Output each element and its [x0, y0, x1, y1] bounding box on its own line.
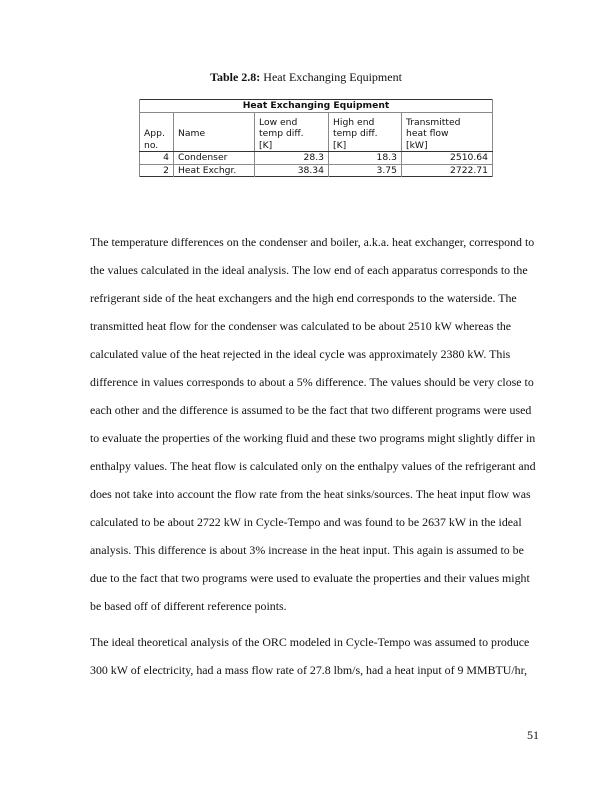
- text-line: each other and the difference is assumed to be the fact that two different programs were used: [90, 403, 532, 417]
- table-caption-label: Table 2.8:: [210, 70, 261, 84]
- cell-high: 3.75: [329, 164, 402, 177]
- text-line: analysis. This difference is about 3% increase in the heat input. This again is assumed to be: [90, 543, 524, 557]
- cell-high: 18.3: [329, 152, 402, 165]
- cell-low: 28.3: [255, 152, 329, 165]
- header-high-end: High end temp diff.: [329, 112, 402, 140]
- text-line: be based off of different reference points.: [90, 599, 287, 613]
- text-line: The ideal theoretical analysis of the ORC modeled in Cycle-Tempo was assumed to produce: [90, 635, 530, 649]
- cell-name: Heat Exchgr.: [174, 164, 255, 177]
- text-line: calculated to be about 2722 kW in Cycle-Tempo and was found to be 2637 kW in the ideal: [90, 515, 522, 529]
- cell-app: 2: [140, 164, 174, 177]
- page-number: 51: [527, 728, 539, 742]
- paragraph-comparison: [90, 228, 542, 620]
- text-line: calculated value of the heat rejected in the ideal cycle was approximately 2380 kW. This: [90, 347, 511, 361]
- text-line: The temperature differences on the condenser and boiler, a.k.a. heat exchanger, correspond to: [90, 235, 535, 249]
- header-heat-flow: Transmitted heat flow: [402, 112, 493, 140]
- heat-exchanging-equipment-table: [139, 99, 493, 177]
- text-line: due to the fact that two programs were used to evaluate the properties and their values might: [90, 571, 530, 585]
- text-line: the values calculated in the ideal analysis. The low end of each apparatus corresponds to the: [90, 263, 528, 277]
- table-units-row: [140, 140, 493, 152]
- table-row: [140, 152, 493, 165]
- table-title: Heat Exchanging Equipment: [140, 100, 493, 113]
- text-line: refrigerant side of the heat exchangers and the high end corresponds to the waterside. The: [90, 291, 517, 305]
- paragraph-ideal-analysis: [90, 628, 542, 684]
- header-app: App.: [140, 112, 174, 140]
- table-row: [140, 164, 493, 177]
- table-caption-title: Heat Exchanging Equipment: [260, 70, 402, 84]
- text-line: transmitted heat flow for the condenser was calculated to be about 2510 kW whereas the: [90, 319, 512, 333]
- cell-flow: 2722.71: [402, 164, 493, 177]
- unit-high: [K]: [329, 140, 402, 152]
- cell-app: 4: [140, 152, 174, 165]
- unit-name: [174, 140, 255, 152]
- unit-app: no.: [140, 140, 174, 152]
- table-caption: [0, 70, 612, 85]
- text-line: difference in values corresponds to about a 5% difference. The values should be very close to: [90, 375, 534, 389]
- text-line: to evaluate the properties of the working fluid and these two programs might slightly differ in: [90, 431, 536, 445]
- cell-low: 38.34: [255, 164, 329, 177]
- text-line: enthalpy values. The heat flow is calculated only on the enthalpy values of the refrigerant and: [90, 459, 536, 473]
- table-header-row: [140, 112, 493, 140]
- header-low-end: Low end temp diff.: [255, 112, 329, 140]
- cell-name: Condenser: [174, 152, 255, 165]
- cell-flow: 2510.64: [402, 152, 493, 165]
- text-line: does not take into account the flow rate from the heat sinks/sources. The heat input flow was: [90, 487, 531, 501]
- text-line: 300 kW of electricity, had a mass flow rate of 27.8 lbm/s, had a heat input of 9 MMBTU/hr,: [90, 663, 528, 677]
- unit-flow: [kW]: [402, 140, 493, 152]
- header-name: Name: [174, 112, 255, 140]
- unit-low: [K]: [255, 140, 329, 152]
